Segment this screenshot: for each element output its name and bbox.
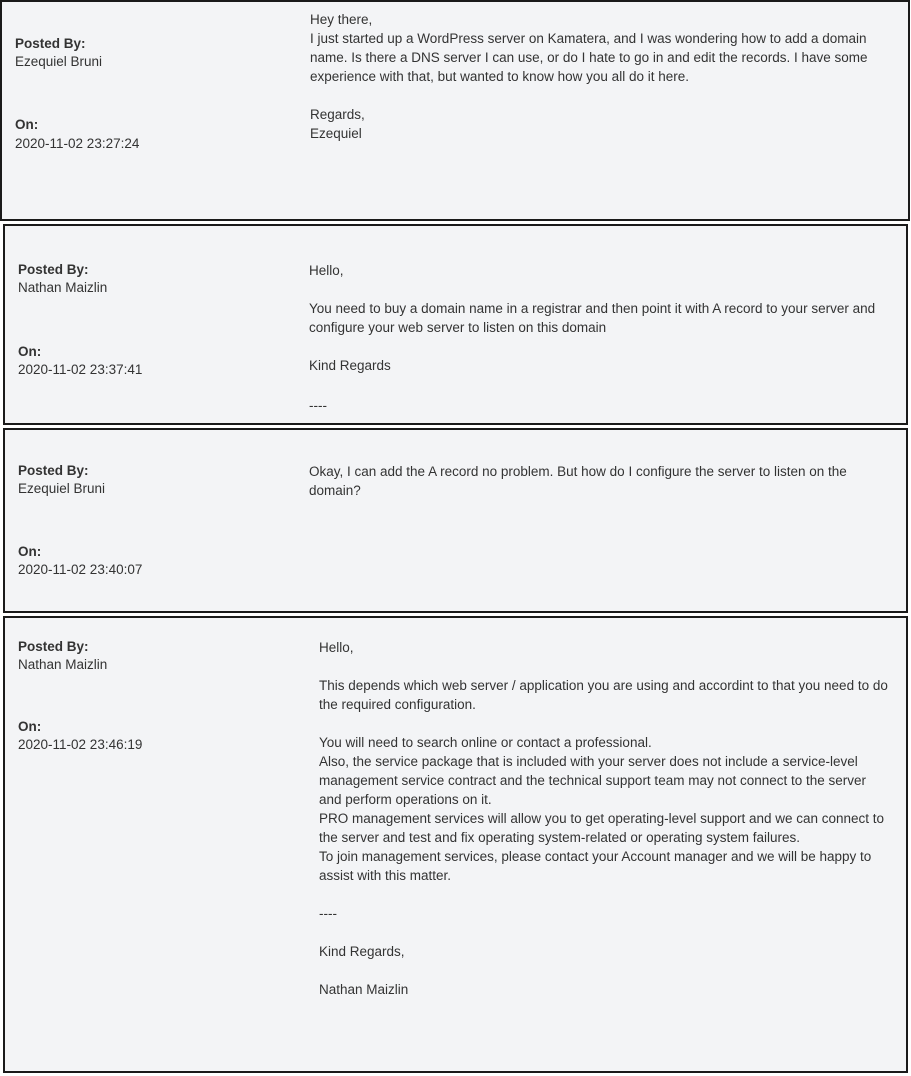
message-paragraph: Ezequiel: [310, 126, 362, 141]
on-label: On:: [18, 344, 42, 359]
message-paragraph: I just started up a WordPress server on Kamatera, and I was wondering how to add a domain name. Is there a DNS server I can use, or do I hate to go in and edit the records. I have some experience with that, but wanted to know how you all do it here.: [310, 31, 868, 84]
post-meta: [5, 618, 295, 1071]
message-paragraph: Okay, I can add the A record no problem. But how do I configure the server to listen on the domain?: [309, 464, 847, 498]
message-paragraph: Nathan Maizlin: [319, 982, 409, 997]
post-1: [0, 0, 910, 221]
post-3: [3, 428, 908, 613]
author-name: Nathan Maizlin: [18, 657, 108, 672]
message-paragraph: Kind Regards: [309, 358, 391, 373]
post-message: [309, 462, 888, 500]
message-paragraph: Hello,: [309, 263, 344, 278]
post-date: 2020-11-02 23:46:19: [18, 737, 143, 752]
message-paragraph: You will need to search online or contact a professional.: [319, 735, 652, 750]
on-label: On:: [18, 719, 42, 734]
post-date: 2020-11-02 23:40:07: [18, 562, 143, 577]
on-label: On:: [18, 544, 42, 559]
author-name: Nathan Maizlin: [18, 280, 108, 295]
author-name: Ezequiel Bruni: [15, 54, 103, 69]
message-paragraph: ----: [319, 906, 337, 921]
post-date: 2020-11-02 23:27:24: [15, 136, 140, 151]
on-label: On:: [15, 117, 39, 132]
posted-by-label: Posted By:: [18, 262, 89, 277]
message-paragraph: Hey there,: [310, 12, 373, 27]
message-paragraph: Regards,: [310, 107, 365, 122]
message-paragraph: Also, the service package that is included with your server does not include a service-level management service contract and the technical support team may not connect to the server and perform operations on it.: [319, 754, 867, 807]
posted-by-label: Posted By:: [18, 463, 89, 478]
post-date: 2020-11-02 23:37:41: [18, 362, 143, 377]
post-2: [3, 224, 908, 425]
posted-by-label: Posted By:: [15, 36, 86, 51]
message-paragraph: This depends which web server / application you are using and accordint to that you need to do the required configuration.: [319, 678, 888, 712]
message-paragraph: To join management services, please contact your Account manager and we will be happy to assist with this matter.: [319, 849, 872, 883]
post-message: [319, 638, 888, 999]
author-name: Ezequiel Bruni: [18, 481, 106, 496]
message-paragraph: Kind Regards,: [319, 944, 405, 959]
post-message: [309, 261, 888, 415]
message-paragraph: You need to buy a domain name in a registrar and then point it with A record to your server and configure your web server to listen on this domain: [309, 301, 876, 335]
post-meta: [5, 430, 295, 611]
message-paragraph: PRO management services will allow you to get operating-level support and we can connect to the server and test and fix operating system-related or operating system failures.: [319, 811, 885, 845]
post-meta: [2, 2, 292, 219]
post-meta: [5, 226, 295, 423]
post-message: [310, 10, 890, 143]
message-paragraph: ----: [309, 398, 327, 413]
posted-by-label: Posted By:: [18, 639, 89, 654]
message-paragraph: Hello,: [319, 640, 354, 655]
post-4: [3, 616, 908, 1073]
